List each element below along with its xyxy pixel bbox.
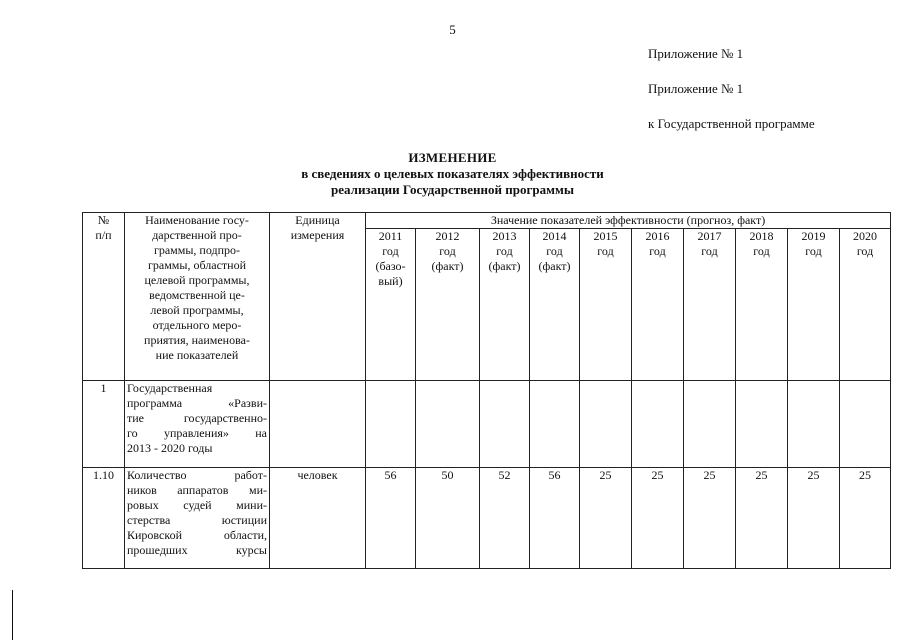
row-value: 25 bbox=[632, 468, 684, 569]
header-name bbox=[125, 213, 270, 381]
row-value: 50 bbox=[416, 468, 480, 569]
header-year-line: год bbox=[805, 244, 822, 258]
header-year-line: год bbox=[856, 244, 874, 258]
header-year-line: год bbox=[649, 244, 666, 258]
header-name-line: ведомственной це- bbox=[149, 288, 245, 302]
document-subtitle-line-1: в сведениях о целевых показателях эффективности bbox=[301, 166, 604, 181]
header-year-2013 bbox=[480, 229, 530, 381]
row-value bbox=[736, 381, 788, 468]
header-year-2019 bbox=[788, 229, 840, 381]
header-year-line: год bbox=[382, 244, 399, 258]
row-name-line: 2013 - 2020 годы bbox=[127, 441, 213, 455]
header-unit-line: измерения bbox=[290, 228, 345, 242]
row-name-line: го управления» на bbox=[127, 426, 267, 440]
header-number-line: № bbox=[97, 213, 110, 227]
table-row bbox=[83, 468, 891, 569]
row-value: 56 bbox=[530, 468, 580, 569]
row-value bbox=[366, 381, 416, 468]
row-number: 1 bbox=[83, 381, 125, 468]
row-value bbox=[788, 381, 840, 468]
document-title: ИЗМЕНЕНИЕ bbox=[408, 150, 497, 165]
header-number bbox=[83, 213, 125, 381]
row-unit bbox=[270, 381, 366, 468]
header-year-2015 bbox=[580, 229, 632, 381]
row-name-line: Количество работ- bbox=[127, 468, 267, 482]
header-year-line: 2013 bbox=[492, 229, 517, 243]
row-name-line: тие государственно- bbox=[127, 411, 267, 425]
header-unit-line: Единица bbox=[295, 213, 340, 227]
row-value: 52 bbox=[480, 468, 530, 569]
row-value: 25 bbox=[684, 468, 736, 569]
row-value bbox=[480, 381, 530, 468]
row-value: 25 bbox=[580, 468, 632, 569]
table-row bbox=[83, 381, 891, 468]
document-subtitle-line-2: реализации Государственной программы bbox=[331, 182, 574, 197]
row-value bbox=[416, 381, 480, 468]
appendix-reference: к Государственной программе bbox=[648, 116, 815, 131]
header-year-2016 bbox=[632, 229, 684, 381]
header-name-line: целевой программы, bbox=[144, 273, 250, 287]
header-year-line: (факт) bbox=[538, 259, 571, 273]
header-year-line: 2012 bbox=[435, 229, 460, 243]
header-year-line: 2015 bbox=[593, 229, 618, 243]
row-value bbox=[632, 381, 684, 468]
header-year-line: 2019 bbox=[801, 229, 826, 243]
row-value bbox=[684, 381, 736, 468]
header-year-2017 bbox=[684, 229, 736, 381]
row-value: 25 bbox=[840, 468, 891, 569]
row-name-line: ников аппаратов ми- bbox=[127, 483, 267, 497]
row-name bbox=[125, 381, 270, 468]
indicators-table bbox=[82, 212, 891, 569]
header-name-line: Наименование госу- bbox=[145, 213, 249, 227]
header-year-2018 bbox=[736, 229, 788, 381]
header-name-line: ние показателей bbox=[155, 348, 239, 362]
appendix-label-2: Приложение № 1 bbox=[648, 81, 744, 96]
header-year-line: 2020 bbox=[853, 229, 877, 243]
header-name-line: граммы, подпро- bbox=[153, 243, 241, 257]
row-name-line: Кировской области, bbox=[127, 528, 267, 542]
row-value bbox=[580, 381, 632, 468]
header-year-line: год bbox=[496, 244, 513, 258]
row-name bbox=[125, 468, 270, 569]
header-year-line: 2014 bbox=[542, 229, 567, 243]
row-number: 1.10 bbox=[83, 468, 125, 569]
header-name-line: отдельного меро- bbox=[152, 318, 242, 332]
header-year-line: год bbox=[753, 244, 770, 258]
appendix-label-1: Приложение № 1 bbox=[648, 46, 744, 61]
row-name-line: прошедших курсы bbox=[127, 543, 267, 557]
header-year-line: 2018 bbox=[749, 229, 774, 243]
header-year-line: (базо- bbox=[375, 259, 406, 273]
scan-margin-mark bbox=[12, 590, 13, 640]
row-name-line: ровых судей мини- bbox=[127, 498, 267, 512]
row-unit: человек bbox=[270, 468, 366, 569]
header-year-2014 bbox=[530, 229, 580, 381]
row-name-line: Государственная bbox=[127, 381, 213, 395]
row-value bbox=[840, 381, 891, 468]
header-year-line: вый) bbox=[378, 274, 403, 288]
header-year-line: 2017 bbox=[697, 229, 722, 243]
header-year-line: (факт) bbox=[431, 259, 464, 273]
header-year-line: год bbox=[597, 244, 614, 258]
header-name-line: левой программы, bbox=[150, 303, 244, 317]
row-value bbox=[530, 381, 580, 468]
header-year-line: год bbox=[546, 244, 563, 258]
header-year-2020 bbox=[840, 229, 891, 381]
header-name-line: граммы, областной bbox=[147, 258, 247, 272]
row-value: 25 bbox=[788, 468, 840, 569]
header-number-line: п/п bbox=[95, 228, 112, 242]
header-year-line: год bbox=[701, 244, 718, 258]
page-number: 5 bbox=[449, 22, 456, 37]
header-year-line: 2011 bbox=[378, 229, 403, 243]
header-unit bbox=[270, 213, 366, 381]
table-header-row bbox=[83, 213, 891, 229]
row-value: 25 bbox=[736, 468, 788, 569]
header-year-2012 bbox=[416, 229, 480, 381]
header-name-line: приятия, наименова- bbox=[144, 333, 250, 347]
header-year-line: 2016 bbox=[645, 229, 670, 243]
header-year-2011 bbox=[366, 229, 416, 381]
row-name-line: стерства юстиции bbox=[127, 513, 267, 527]
header-name-line: дарственной про- bbox=[152, 228, 242, 242]
header-year-line: (факт) bbox=[488, 259, 521, 273]
row-value: 56 bbox=[366, 468, 416, 569]
header-values-group: Значение показателей эффективности (прогноз, факт) bbox=[366, 213, 891, 229]
header-year-line: год bbox=[439, 244, 456, 258]
row-name-line: программа «Разви- bbox=[127, 396, 267, 410]
